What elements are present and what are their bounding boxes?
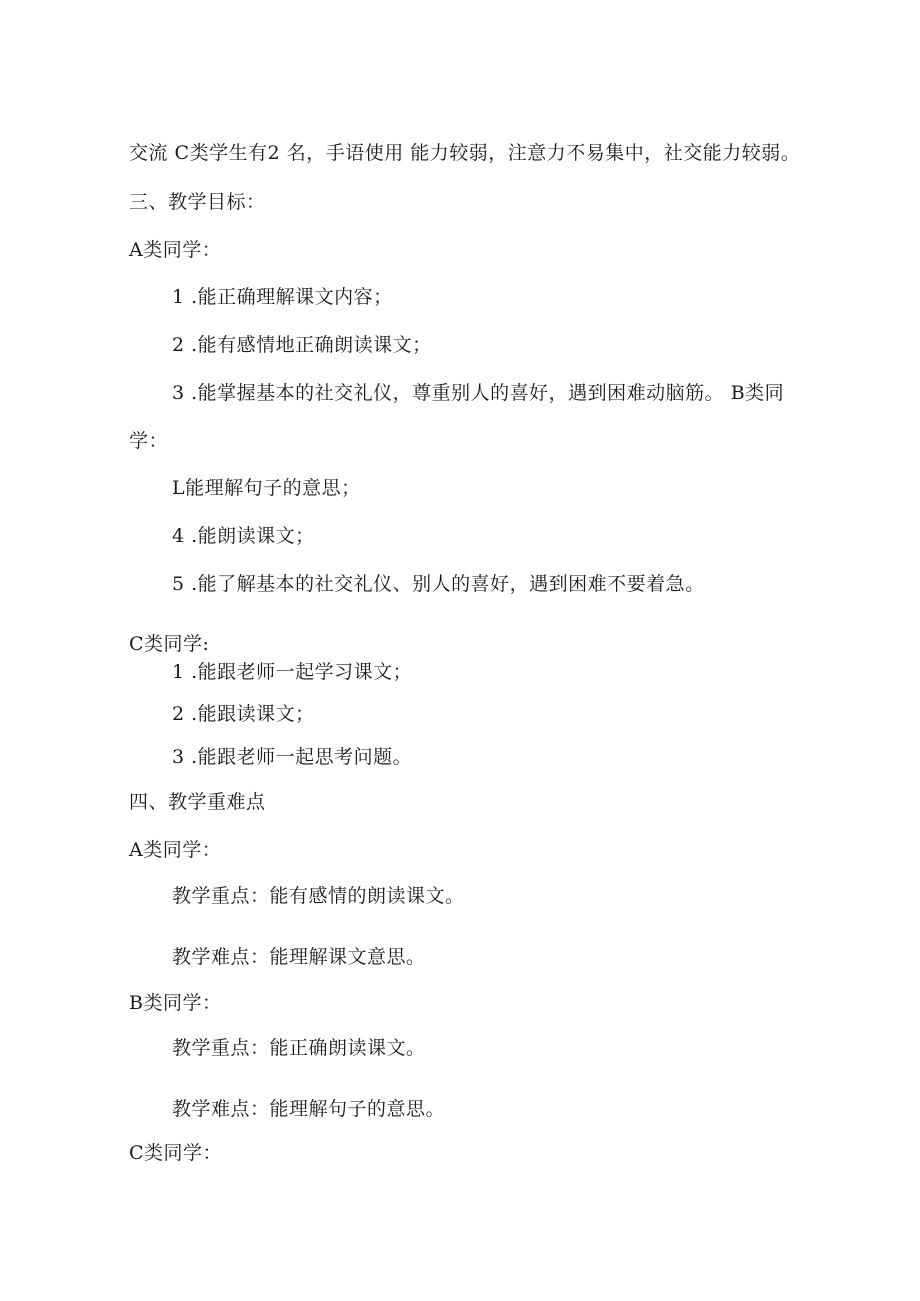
list-item: 教学难点：能理解课文意思。 xyxy=(172,946,426,968)
group-heading: A类同学： xyxy=(129,239,222,261)
list-item: 教学重点：能正确朗读课文。 xyxy=(172,1037,426,1059)
list-item: 3 .能掌握基本的社交礼仪，尊重别人的喜好，遇到困难动脑筋。 B类同 xyxy=(172,382,785,404)
group-heading: B类同学： xyxy=(129,992,222,1014)
group-heading: C类同学: xyxy=(129,633,210,655)
list-item: 4 .能朗读课文； xyxy=(172,525,315,547)
list-item: 2 .能跟读课文； xyxy=(172,703,315,725)
list-item: 1 .能跟老师一起学习课文； xyxy=(172,661,413,683)
list-item: 教学难点：能理解句子的意思。 xyxy=(172,1098,446,1120)
list-item: 教学重点：能有感情的朗读课文。 xyxy=(172,885,465,907)
group-heading: A类同学： xyxy=(129,839,222,861)
list-item: 1 .能正确理解课文内容； xyxy=(172,286,393,308)
list-item: 5 .能了解基本的社交礼仪、别人的喜好，遇到困难不要着急。 xyxy=(172,573,705,595)
list-item: 3 .能跟老师一起思考问题。 xyxy=(172,746,413,768)
group-heading: C类同学： xyxy=(129,1142,223,1164)
list-item: L能理解句子的意思； xyxy=(172,477,361,499)
text-line: 交流 C类学生有2 名，手语使用 能力较弱，注意力不易集中，社交能力较弱。 xyxy=(129,142,801,164)
list-item: 2 .能有感情地正确朗读课文； xyxy=(172,334,432,356)
section-heading: 四、教学重难点 xyxy=(129,791,266,813)
text-line: 学： xyxy=(129,430,169,452)
section-heading: 三、教学目标： xyxy=(129,191,266,213)
